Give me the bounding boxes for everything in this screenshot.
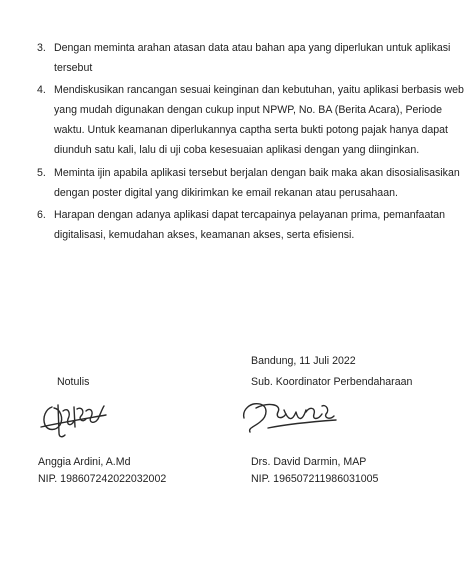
text-line: diunduh satu kali, lalu di uji coba kesesuaian aplikasi dengan yang diinginkan. [54, 144, 420, 156]
left-signatory-role: Notulis [57, 376, 90, 388]
list-item-text [54, 38, 451, 78]
list-item-number: 6. [37, 209, 46, 221]
text-line: dengan poster digital yang dikirimkan ke email rekanan atau perusahaan. [54, 187, 398, 199]
text-line: digitalisasi, kemudahan akses, keamanan akses, serta efisiensi. [54, 229, 355, 241]
text-line: Harapan dengan adanya aplikasi dapat tercapainya pelayanan prima, pemanfaatan [54, 209, 446, 221]
list-item [37, 163, 460, 203]
right-signature-image [238, 392, 338, 436]
list-item [37, 38, 451, 78]
left-signatory-nip: NIP. 198607242022032002 [38, 473, 167, 485]
list-item [37, 205, 446, 245]
list-item-number: 4. [37, 84, 46, 96]
right-signatory-nip: NIP. 196507211986031005 [251, 473, 379, 485]
list-item [37, 80, 464, 160]
right-signatory-name: Drs. David Darmin, MAP [251, 456, 367, 468]
list-item-number: 5. [37, 167, 46, 179]
text-line: Mendiskusikan rancangan sesuai keinginan dan kebutuhan, yaitu aplikasi berbasis web [54, 84, 464, 96]
left-signatory-name: Anggia Ardini, A.Md [38, 456, 131, 468]
place-date: Bandung, 11 Juli 2022 [251, 355, 356, 367]
list-item-text [54, 80, 464, 160]
list-item-text [54, 163, 460, 203]
text-line: yang mudah digunakan dengan cukup input NPWP, No. BA (Berita Acara), Periode [54, 104, 442, 116]
list-item-text [54, 205, 446, 245]
text-line: Dengan meminta arahan atasan data atau bahan apa yang diperlukan untuk aplikasi [54, 42, 451, 54]
text-line: tersebut [54, 62, 93, 74]
text-line: waktu. Untuk keamanan diperlukannya captha serta bukti potong pajak hanya dapat [54, 124, 448, 136]
left-signature-image [38, 397, 110, 441]
right-signatory-role: Sub. Koordinator Perbendaharaan [251, 376, 413, 388]
text-line: Meminta ijin apabila aplikasi tersebut berjalan dengan baik maka akan disosialisasikan [54, 167, 460, 179]
list-item-number: 3. [37, 42, 46, 54]
